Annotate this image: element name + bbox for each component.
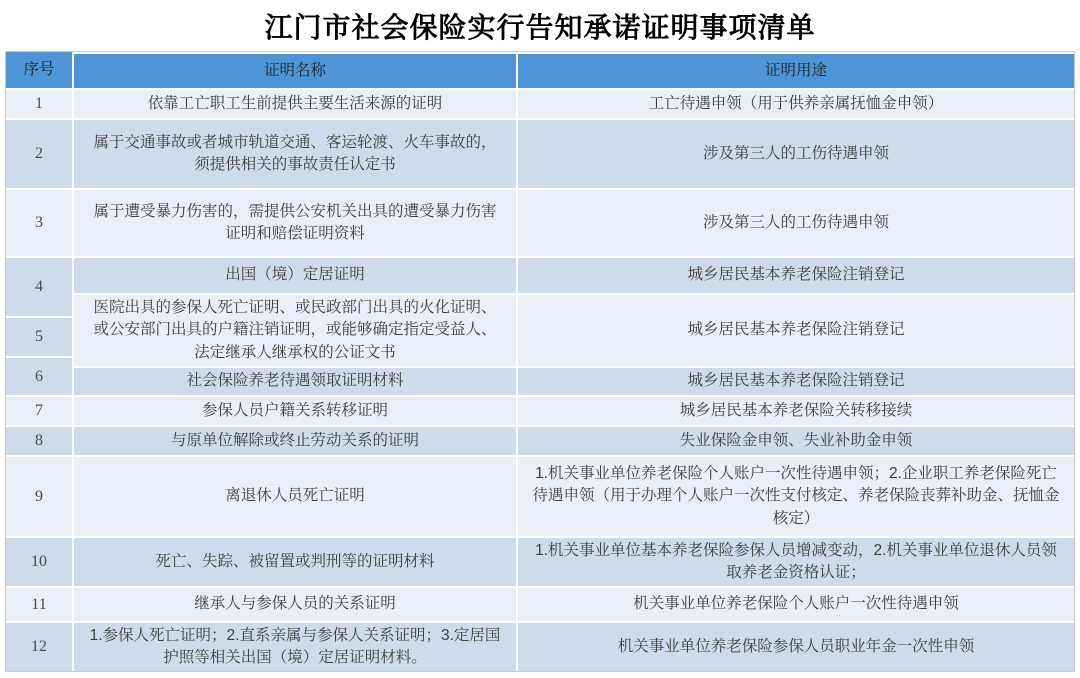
table-row — [74, 425, 1074, 455]
row-8-name-cell: 与原单位解除或终止劳动关系的证明 — [74, 425, 516, 455]
table-row — [74, 188, 1074, 256]
items-table — [5, 51, 1075, 672]
table-row — [74, 621, 1074, 671]
table-row — [74, 395, 1074, 425]
row-3-purpose-cell: 涉及第三人的工伤待遇申领 — [516, 188, 1074, 256]
header-purpose: 证明用途 — [516, 52, 1074, 88]
row-10-index-cell: 10 — [6, 536, 72, 586]
row-6-index-cell: 6 — [6, 356, 72, 395]
table-row — [74, 455, 1074, 536]
page-title: 江门市社会保险实行告知承诺证明事项清单 — [264, 12, 816, 44]
row-10-purpose-cell: 1.机关事业单位基本养老保险参保人员增减变动，2.机关事业单位退休人员领取养老金资格认证； — [516, 536, 1074, 586]
table-row — [74, 88, 1074, 118]
row-7-name-cell: 参保人员户籍关系转移证明 — [74, 395, 516, 425]
table-row — [74, 256, 1074, 293]
table-row — [74, 366, 1074, 395]
row-1-purpose-cell: 工亡待遇申领（用于供养亲属抚恤金申领） — [516, 88, 1074, 118]
row-4-index-cell: 4 — [6, 256, 72, 316]
header-index: 序号 — [6, 52, 72, 88]
row-3-name-cell: 属于遭受暴力伤害的，需提供公安机关出具的遭受暴力伤害证明和赔偿证明资料 — [74, 188, 516, 256]
table-row — [74, 118, 1074, 188]
row-2-index-cell: 2 — [6, 118, 72, 188]
row-2-name-cell: 属于交通事故或者城市轨道交通、客运轮渡、火车事故的，须提供相关的事故责任认定书 — [74, 118, 516, 188]
row-11-purpose-cell: 机关事业单位养老保险个人账户一次性待遇申领 — [516, 586, 1074, 621]
row-8-index-cell: 8 — [6, 425, 72, 455]
row-11-name-cell: 继承人与参保人员的关系证明 — [74, 586, 516, 621]
title-bar — [0, 0, 1080, 51]
row-4-name-cell: 出国（境）定居证明 — [74, 256, 516, 293]
content-columns — [74, 52, 1074, 671]
header-name: 证明名称 — [74, 52, 516, 88]
row-1-index-cell: 1 — [6, 88, 72, 118]
row-3-index-cell: 3 — [6, 188, 72, 256]
row-11-index-cell: 11 — [6, 586, 72, 621]
table-row — [74, 586, 1074, 621]
row-7-index-cell: 7 — [6, 395, 72, 425]
row-4-purpose-cell: 城乡居民基本养老保险注销登记 — [516, 256, 1074, 293]
row-5-index-cell: 5 — [6, 316, 72, 356]
row-7-purpose-cell: 城乡居民基本养老保险关转移接续 — [516, 395, 1074, 425]
row-10-name-cell: 死亡、失踪、被留置或判刑等的证明材料 — [74, 536, 516, 586]
row-6-name-cell: 社会保险养老待遇领取证明材料 — [74, 366, 516, 395]
row-2-purpose-cell: 涉及第三人的工伤待遇申领 — [516, 118, 1074, 188]
row-12-name-cell: 1.参保人死亡证明；2.直系亲属与参保人关系证明；3.定居国护照等相关出国（境）定居证明材料。 — [74, 621, 516, 671]
index-column — [6, 52, 74, 671]
row-9-name-cell: 离退休人员死亡证明 — [74, 455, 516, 536]
row-6-purpose-cell: 城乡居民基本养老保险注销登记 — [516, 366, 1074, 395]
row-9-index-cell: 9 — [6, 455, 72, 536]
row-8-purpose-cell: 失业保险金申领、失业补助金申领 — [516, 425, 1074, 455]
row-1-name-cell: 依靠工亡职工生前提供主要生活来源的证明 — [74, 88, 516, 118]
header-row — [74, 52, 1074, 88]
table-row — [74, 536, 1074, 586]
row-5-name-cell: 医院出具的参保人死亡证明、或民政部门出具的火化证明、或公安部门出具的户籍注销证明，或能够确定指定受益人、法定继承人继承权的公证文书 — [74, 293, 516, 366]
row-9-purpose-cell: 1.机关事业单位养老保险个人账户一次性待遇申领；2.企业职工养老保险死亡待遇申领（用于办理个人账户一次性支付核定、养老保险丧葬补助金、抚恤金核定） — [516, 455, 1074, 536]
row-12-index-cell: 12 — [6, 621, 72, 671]
row-12-purpose-cell: 机关事业单位养老保险参保人员职业年金一次性申领 — [516, 621, 1074, 671]
table-row — [74, 293, 1074, 366]
row-5-purpose-cell: 城乡居民基本养老保险注销登记 — [516, 293, 1074, 366]
